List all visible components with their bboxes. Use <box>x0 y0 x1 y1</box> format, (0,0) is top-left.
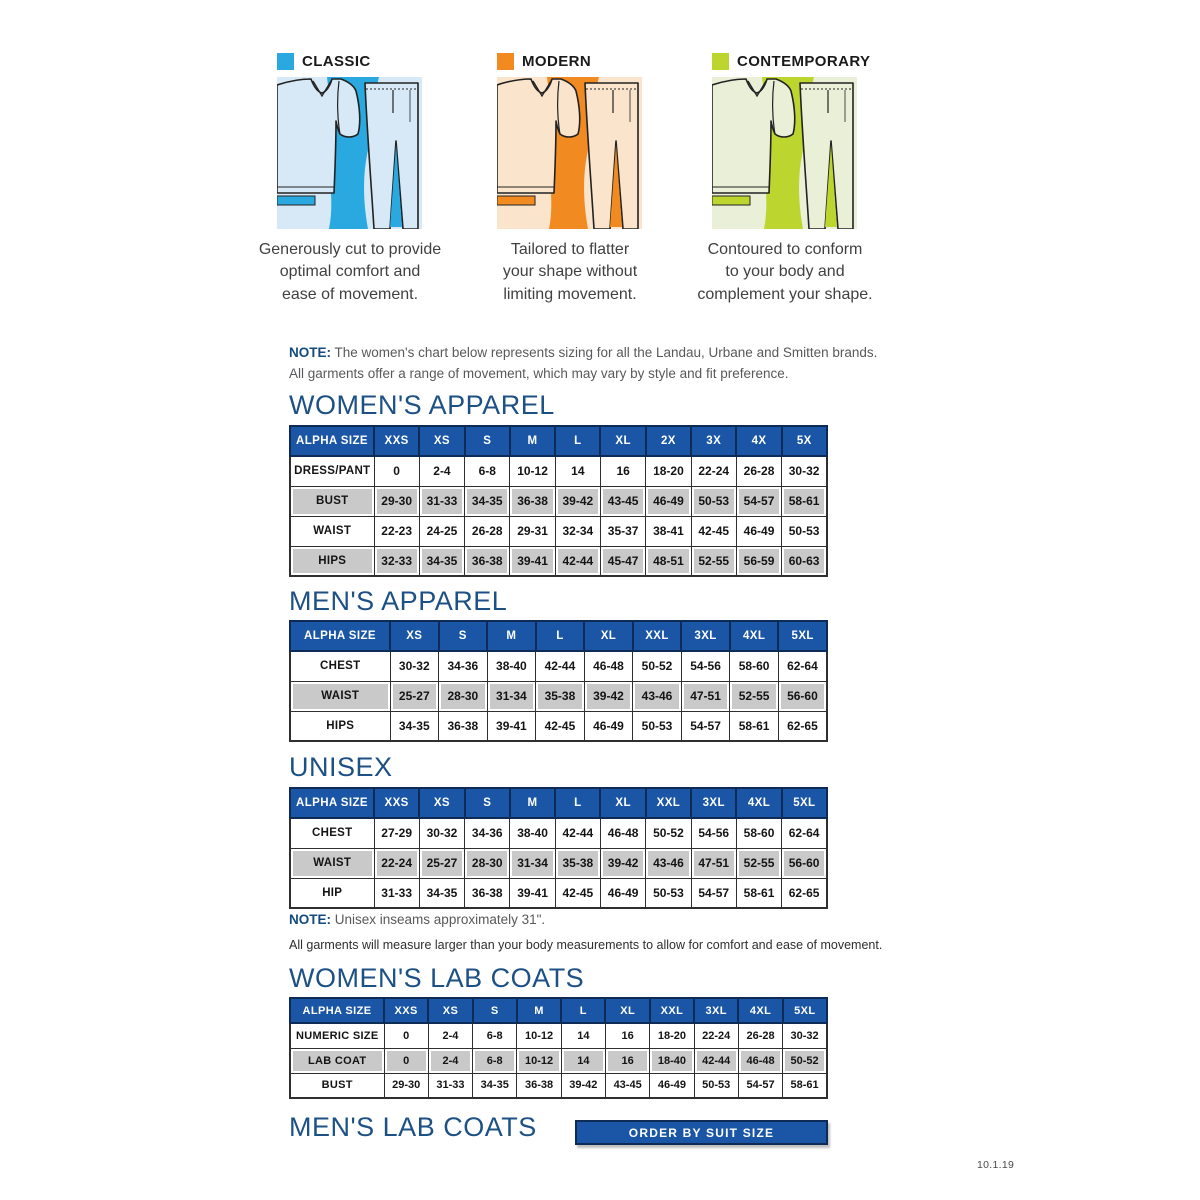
column-header-cell: 3XL <box>691 788 736 818</box>
size-value-cell: 52-55 <box>730 681 779 711</box>
size-value-cell: 58-61 <box>782 486 827 516</box>
column-header-cell: 3XL <box>694 998 738 1023</box>
size-value-cell: 58-61 <box>736 878 781 908</box>
classic-color-swatch <box>277 53 294 70</box>
desc-line: Generously cut to provide <box>258 241 442 258</box>
alpha-size-header-cell: ALPHA SIZE <box>290 788 374 818</box>
table-row <box>290 486 827 516</box>
header-row <box>290 998 827 1023</box>
size-value-cell: 46-48 <box>600 818 645 848</box>
size-value-cell: 25-27 <box>390 681 439 711</box>
size-value-cell: 46-49 <box>584 711 633 741</box>
fit-description-contemporary <box>675 239 895 306</box>
size-value-cell: 50-52 <box>633 651 682 681</box>
size-value-cell: 39-42 <box>600 848 645 878</box>
size-value-cell: 29-30 <box>374 486 419 516</box>
table-row <box>290 1048 827 1073</box>
size-value-cell: 31-33 <box>374 878 419 908</box>
size-value-cell: 26-28 <box>465 516 510 546</box>
size-value-cell: 31-33 <box>419 486 464 516</box>
fit-panel-classic <box>240 52 460 306</box>
size-value-cell: 39-41 <box>510 878 555 908</box>
alpha-size-header-cell: ALPHA SIZE <box>290 621 390 651</box>
size-value-cell: 6-8 <box>473 1023 517 1048</box>
size-value-cell: 58-60 <box>736 818 781 848</box>
section-heading-womens-apparel: WOMEN'S APPAREL <box>289 390 555 420</box>
size-value-cell: 50-52 <box>646 818 691 848</box>
size-value-cell: 36-38 <box>439 711 488 741</box>
section-heading-mens-lab-coats: MEN'S LAB COATS <box>289 1112 537 1142</box>
column-header-cell: XXL <box>646 788 691 818</box>
fit-title-row <box>497 52 680 70</box>
size-value-cell: 43-46 <box>633 681 682 711</box>
size-value-cell: 10-12 <box>517 1048 561 1073</box>
column-header-cell: 4XL <box>730 621 779 651</box>
size-value-cell: 62-65 <box>782 878 827 908</box>
size-value-cell: 36-38 <box>465 546 510 576</box>
column-header-cell: S <box>465 788 510 818</box>
size-value-cell: 35-38 <box>555 848 600 878</box>
size-value-cell: 29-30 <box>384 1073 428 1098</box>
size-value-cell: 22-24 <box>694 1023 738 1048</box>
size-value-cell: 52-55 <box>691 546 736 576</box>
size-value-cell: 62-64 <box>778 651 827 681</box>
size-value-cell: 22-24 <box>374 848 419 878</box>
row-label-cell: HIPS <box>290 711 390 741</box>
size-value-cell: 32-33 <box>374 546 419 576</box>
size-value-cell: 43-45 <box>605 1073 649 1098</box>
column-header-cell: L <box>555 788 600 818</box>
size-value-cell: 34-35 <box>473 1073 517 1098</box>
column-header-cell: XL <box>600 788 645 818</box>
size-value-cell: 46-49 <box>736 516 781 546</box>
size-value-cell: 36-38 <box>517 1073 561 1098</box>
row-label-cell: BUST <box>290 486 374 516</box>
size-value-cell: 0 <box>384 1023 428 1048</box>
desc-line: limiting movement. <box>503 285 637 303</box>
column-header-cell: 5XL <box>782 788 827 818</box>
row-label-cell: BUST <box>290 1073 384 1098</box>
column-header-cell: XS <box>419 788 464 818</box>
size-value-cell: 50-53 <box>633 711 682 741</box>
size-value-cell: 34-36 <box>465 818 510 848</box>
mens-apparel-size-table <box>289 620 828 742</box>
size-value-cell: 46-48 <box>584 651 633 681</box>
table-row <box>290 1073 827 1098</box>
size-value-cell: 35-37 <box>600 516 645 546</box>
note-label: NOTE: <box>289 912 331 927</box>
column-header-cell: XL <box>605 998 649 1023</box>
size-value-cell: 50-53 <box>694 1073 738 1098</box>
column-header-cell: 3X <box>691 426 736 456</box>
note-label: NOTE: <box>289 345 331 360</box>
size-value-cell: 62-65 <box>778 711 827 741</box>
header-row <box>290 426 827 456</box>
size-value-cell: 24-25 <box>419 516 464 546</box>
size-value-cell: 45-47 <box>600 546 645 576</box>
size-value-cell: 31-33 <box>428 1073 472 1098</box>
row-label-cell: HIP <box>290 878 374 908</box>
size-value-cell: 42-44 <box>536 651 585 681</box>
size-value-cell: 34-36 <box>439 651 488 681</box>
womens-apparel-size-table <box>289 425 828 577</box>
fit-panel-modern <box>460 52 680 306</box>
size-value-cell: 43-45 <box>600 486 645 516</box>
column-header-cell: 5X <box>782 426 827 456</box>
size-value-cell: 38-40 <box>510 818 555 848</box>
header-row <box>290 621 827 651</box>
size-value-cell: 0 <box>384 1048 428 1073</box>
brand-sizing-note <box>289 343 877 385</box>
note-text: Unisex inseams approximately 31". <box>334 912 546 927</box>
size-value-cell: 47-51 <box>691 848 736 878</box>
size-value-cell: 2-4 <box>428 1023 472 1048</box>
contemporary-scrubs-illustration <box>712 77 857 229</box>
size-value-cell: 54-57 <box>681 711 730 741</box>
modern-color-swatch <box>497 53 514 70</box>
classic-scrubs-illustration <box>277 77 422 229</box>
size-value-cell: 50-52 <box>783 1048 827 1073</box>
table-row <box>290 456 827 486</box>
size-value-cell: 16 <box>605 1048 649 1073</box>
column-header-cell: 2X <box>646 426 691 456</box>
size-value-cell: 27-29 <box>374 818 419 848</box>
column-header-cell: L <box>561 998 605 1023</box>
column-header-cell: M <box>517 998 561 1023</box>
size-value-cell: 38-41 <box>646 516 691 546</box>
unisex-size-table <box>289 787 828 909</box>
size-value-cell: 36-38 <box>510 486 555 516</box>
size-value-cell: 14 <box>555 456 600 486</box>
order-by-suit-size-button[interactable]: ORDER BY SUIT SIZE <box>575 1120 828 1145</box>
size-value-cell: 34-35 <box>419 546 464 576</box>
fit-title-row <box>712 52 895 70</box>
fit-title-classic: CLASSIC <box>302 52 371 70</box>
hem-strip <box>712 196 750 205</box>
size-value-cell: 6-8 <box>465 456 510 486</box>
note-text: All garments will measure larger than your body measurements to allow for comfort and ease of movement. <box>289 937 883 952</box>
size-value-cell: 22-23 <box>374 516 419 546</box>
row-label-cell: DRESS/PANT <box>290 456 374 486</box>
column-header-cell: XL <box>600 426 645 456</box>
size-value-cell: 54-57 <box>736 486 781 516</box>
desc-line: Contoured to conform <box>707 241 863 258</box>
size-value-cell: 46-49 <box>646 486 691 516</box>
size-value-cell: 56-59 <box>736 546 781 576</box>
size-value-cell: 38-40 <box>487 651 536 681</box>
row-label-cell: NUMERIC SIZE <box>290 1023 384 1048</box>
desc-line: complement your shape. <box>697 285 873 303</box>
size-value-cell: 42-45 <box>691 516 736 546</box>
size-value-cell: 14 <box>561 1048 605 1073</box>
column-header-cell: M <box>487 621 536 651</box>
size-value-cell: 56-60 <box>778 681 827 711</box>
column-header-cell: XL <box>584 621 633 651</box>
size-value-cell: 42-45 <box>536 711 585 741</box>
section-heading-unisex: UNISEX <box>289 752 393 782</box>
desc-line: ease of movement. <box>281 285 419 303</box>
size-value-cell: 16 <box>600 456 645 486</box>
size-value-cell: 58-61 <box>730 711 779 741</box>
size-value-cell: 62-64 <box>782 818 827 848</box>
size-value-cell: 6-8 <box>473 1048 517 1073</box>
size-value-cell: 39-42 <box>584 681 633 711</box>
table-row <box>290 546 827 576</box>
row-label-cell: CHEST <box>290 651 390 681</box>
table-row <box>290 711 827 741</box>
unisex-note <box>289 910 882 955</box>
fit-title-row <box>277 52 460 70</box>
column-header-cell: 4XL <box>736 788 781 818</box>
fit-title-contemporary: CONTEMPORARY <box>737 52 871 70</box>
size-value-cell: 10-12 <box>510 456 555 486</box>
column-header-cell: 3XL <box>681 621 730 651</box>
column-header-cell: XS <box>428 998 472 1023</box>
section-heading-womens-lab-coats: WOMEN'S LAB COATS <box>289 963 585 993</box>
column-header-cell: L <box>555 426 600 456</box>
size-value-cell: 42-45 <box>555 878 600 908</box>
column-header-cell: S <box>439 621 488 651</box>
column-header-cell: XXL <box>650 998 694 1023</box>
version-label: 10.1.19 <box>977 1159 1015 1171</box>
size-value-cell: 28-30 <box>439 681 488 711</box>
size-value-cell: 30-32 <box>782 456 827 486</box>
size-value-cell: 26-28 <box>736 456 781 486</box>
size-value-cell: 42-44 <box>555 818 600 848</box>
size-value-cell: 46-49 <box>600 878 645 908</box>
alpha-size-header-cell: ALPHA SIZE <box>290 998 384 1023</box>
size-value-cell: 30-32 <box>419 818 464 848</box>
hem-strip <box>277 196 315 205</box>
size-value-cell: 58-61 <box>783 1073 827 1098</box>
size-value-cell: 54-57 <box>738 1073 782 1098</box>
size-value-cell: 46-49 <box>650 1073 694 1098</box>
column-header-cell: XXL <box>633 621 682 651</box>
size-value-cell: 2-4 <box>419 456 464 486</box>
size-value-cell: 31-34 <box>487 681 536 711</box>
column-header-cell: XS <box>390 621 439 651</box>
column-header-cell: XXS <box>374 788 419 818</box>
note-text: All garments offer a range of movement, which may vary by style and fit preference. <box>289 365 789 381</box>
size-value-cell: 29-31 <box>510 516 555 546</box>
column-header-cell: 5XL <box>778 621 827 651</box>
modern-scrubs-illustration <box>497 77 642 229</box>
fit-panel-contemporary <box>675 52 895 306</box>
size-value-cell: 50-53 <box>646 878 691 908</box>
size-value-cell: 39-42 <box>561 1073 605 1098</box>
size-value-cell: 28-30 <box>465 848 510 878</box>
row-label-cell: HIPS <box>290 546 374 576</box>
column-header-cell: 4XL <box>738 998 782 1023</box>
column-header-cell: S <box>465 426 510 456</box>
column-header-cell: S <box>473 998 517 1023</box>
alpha-size-header-cell: ALPHA SIZE <box>290 426 374 456</box>
fit-title-modern: MODERN <box>522 52 592 70</box>
size-value-cell: 32-34 <box>555 516 600 546</box>
column-header-cell: XXS <box>384 998 428 1023</box>
desc-line: your shape without <box>502 263 638 281</box>
table-row <box>290 651 827 681</box>
size-value-cell: 30-32 <box>390 651 439 681</box>
row-label-cell: CHEST <box>290 818 374 848</box>
table-row <box>290 818 827 848</box>
size-value-cell: 54-57 <box>691 878 736 908</box>
row-label-cell: WAIST <box>290 516 374 546</box>
header-row <box>290 788 827 818</box>
row-label-cell: LAB COAT <box>290 1048 384 1073</box>
size-value-cell: 54-56 <box>681 651 730 681</box>
size-value-cell: 43-46 <box>646 848 691 878</box>
table-row <box>290 1023 827 1048</box>
size-value-cell: 18-20 <box>650 1023 694 1048</box>
size-value-cell: 18-20 <box>646 456 691 486</box>
desc-line: Tailored to flatter <box>510 241 630 258</box>
size-value-cell: 47-51 <box>681 681 730 711</box>
size-value-cell: 34-35 <box>419 878 464 908</box>
column-header-cell: M <box>510 788 555 818</box>
size-value-cell: 30-32 <box>783 1023 827 1048</box>
column-header-cell: 5XL <box>783 998 827 1023</box>
size-value-cell: 48-51 <box>646 546 691 576</box>
size-value-cell: 34-35 <box>390 711 439 741</box>
hem-strip <box>497 196 535 205</box>
size-value-cell: 42-44 <box>694 1048 738 1073</box>
row-label-cell: WAIST <box>290 848 374 878</box>
size-value-cell: 56-60 <box>782 848 827 878</box>
size-value-cell: 16 <box>605 1023 649 1048</box>
fit-description-modern <box>460 239 680 306</box>
size-value-cell: 46-48 <box>738 1048 782 1073</box>
size-value-cell: 54-56 <box>691 818 736 848</box>
size-value-cell: 50-53 <box>691 486 736 516</box>
size-value-cell: 42-44 <box>555 546 600 576</box>
table-row <box>290 848 827 878</box>
column-header-cell: XXS <box>374 426 419 456</box>
womens-lab-coats-size-table <box>289 997 828 1099</box>
size-value-cell: 26-28 <box>738 1023 782 1048</box>
column-header-cell: M <box>510 426 555 456</box>
section-heading-mens-apparel: MEN'S APPAREL <box>289 586 508 616</box>
size-value-cell: 25-27 <box>419 848 464 878</box>
size-value-cell: 39-41 <box>510 546 555 576</box>
size-value-cell: 58-60 <box>730 651 779 681</box>
column-header-cell: XS <box>419 426 464 456</box>
size-value-cell: 22-24 <box>691 456 736 486</box>
size-value-cell: 52-55 <box>736 848 781 878</box>
row-label-cell: WAIST <box>290 681 390 711</box>
size-value-cell: 39-42 <box>555 486 600 516</box>
note-text: The women's chart below represents sizing for all the Landau, Urbane and Smitten brands. <box>334 345 878 360</box>
size-value-cell: 2-4 <box>428 1048 472 1073</box>
size-value-cell: 60-63 <box>782 546 827 576</box>
size-value-cell: 39-41 <box>487 711 536 741</box>
column-header-cell: 4X <box>736 426 781 456</box>
desc-line: optimal comfort and <box>279 263 421 281</box>
size-value-cell: 18-40 <box>650 1048 694 1073</box>
table-row <box>290 681 827 711</box>
fit-description-classic <box>240 239 460 306</box>
table-row <box>290 878 827 908</box>
size-value-cell: 34-35 <box>465 486 510 516</box>
desc-line: to your body and <box>725 263 845 281</box>
size-value-cell: 36-38 <box>465 878 510 908</box>
size-value-cell: 31-34 <box>510 848 555 878</box>
table-row <box>290 516 827 546</box>
size-value-cell: 35-38 <box>536 681 585 711</box>
size-value-cell: 10-12 <box>517 1023 561 1048</box>
contemporary-color-swatch <box>712 53 729 70</box>
size-value-cell: 0 <box>374 456 419 486</box>
size-value-cell: 50-53 <box>782 516 827 546</box>
column-header-cell: L <box>536 621 585 651</box>
size-value-cell: 14 <box>561 1023 605 1048</box>
